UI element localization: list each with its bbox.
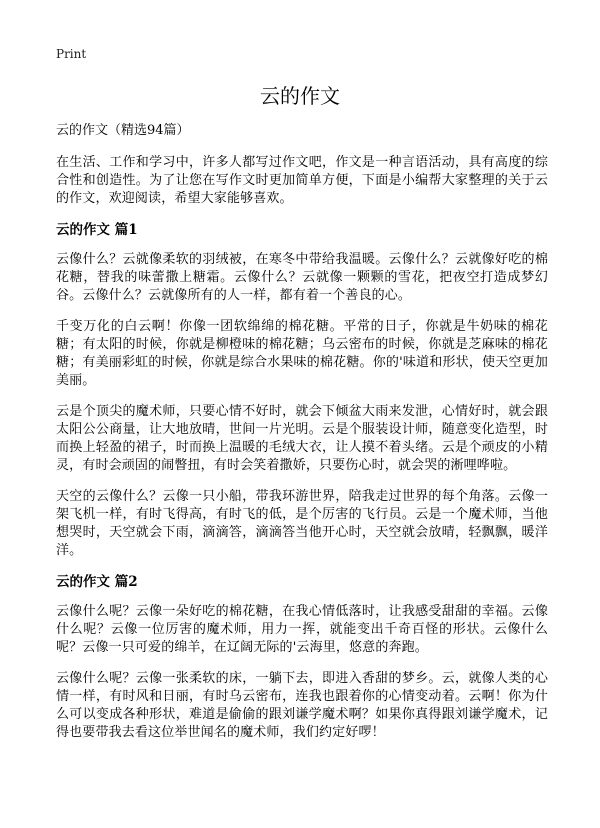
document-body <box>56 122 548 755</box>
section-2-paragraph-1: 云像什么呢？云像一朵好吃的棉花糖，在我心情低落时，让我感受甜甜的幸福。云像什么呢？云像一位厉害的魔术师，用力一挥，就能变出千奇百怪的形状。云像什么呢？云像一只可爱的绵羊，在辽阔无际的'云海里，悠意的奔跑。 <box>56 604 548 655</box>
section-1-paragraph-3: 云是个顶尖的魔术师，只要心情不好时，就会下倾盆大雨来发泄，心情好时，就会跟太阳公公商量，让大地放晴，世间一片光明。云是个服装设计师，随意变化造型，时而换上轻盈的裙子，时而换上温暖的毛绒大衣，让人摸不着头绪。云是个顽皮的小精灵，有时会顽固的闹瞥扭，有时会笑着撒娇，只要伤心时，就会哭的淅哩哗啦。 <box>56 404 548 473</box>
section-1-paragraph-2: 千变万化的白云啊！你像一团软绵绵的棉花糖。平常的日子，你就是牛奶味的棉花糖；有太阳的时候，你就是柳橙味的棉花糖；乌云密布的时候，你就是芝麻味的棉花糖；有美丽彩虹的时候，你就是综合水果味的棉花糖。你的'味道和形状，使天空更加美丽。 <box>56 319 548 388</box>
section-2-paragraph-2: 云像什么呢？云像一张柔软的床，一躺下去，即进入香甜的梦乡。云，就像人类的心情一样，有时风和日丽，有时乌云密布，连我也跟着你的心情变动着。云啊！你为什么可以变成各种形状，难道是偷偷的跟刘谦学魔术啊？如果你真得跟刘谦学魔术，记得也要带我去看这位举世闻名的魔术师，我们约定好啰！ <box>56 671 548 740</box>
section-heading-1: 云的作文 篇1 <box>56 222 138 238</box>
print-link[interactable]: Print <box>56 47 87 61</box>
section-heading-2: 云的作文 篇2 <box>56 574 138 590</box>
section-1-paragraph-4: 天空的云像什么？云像一只小船，带我环游世界，陪我走过世界的每个角落。云像一架飞机一样，有时飞得高，有时飞的低，是个厉害的飞行员。云是一个魔术师，当他想哭时，天空就会下雨，滴滴答，滴滴答当他开心时，天空就会放晴，轻飘飘，暖洋洋。 <box>56 489 548 558</box>
document-title: 云的作文 <box>260 84 340 108</box>
document-subtitle: 云的作文（精选94篇） <box>56 123 190 138</box>
intro-paragraph: 在生活、工作和学习中，许多人都写过作文吧，作文是一种言语活动，具有高度的综合性和创造性。为了让您在写作文时更加简单方便，下面是小编帮大家整理的关于云的作文，欢迎阅读，希望大家能够喜欢。 <box>56 155 548 206</box>
section-1-paragraph-1: 云像什么？云就像柔软的羽绒被，在寒冬中带给我温暖。云像什么？云就像好吃的棉花糖，替我的味蕾撒上糖霜。云像什么？云就像一颗颗的雪花，把夜空打造成梦幻谷。云像什么？云就像所有的人一样，都有着一个善良的心。 <box>56 252 548 303</box>
